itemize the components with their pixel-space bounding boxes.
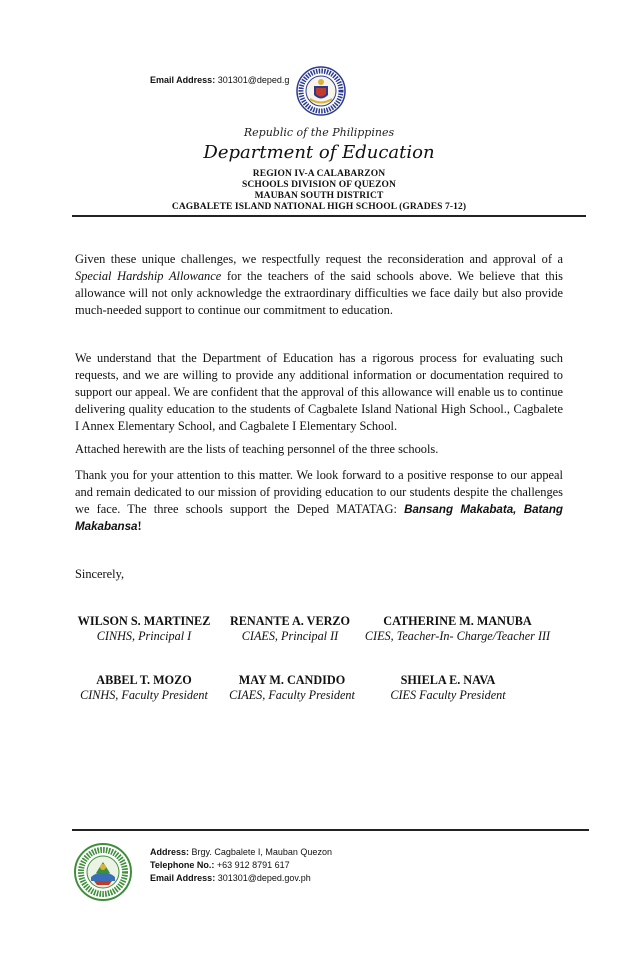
footer-divider — [72, 829, 589, 831]
school-line: CAGBALETE ISLAND NATIONAL HIGH SCHOOL (GRADES 7-12) — [171, 202, 467, 212]
paragraph-1-text-a: Given these unique challenges, we respectfully request the reconsideration and approval of a — [75, 252, 563, 266]
paragraph-1 — [75, 251, 563, 319]
footer-telephone-value: +63 912 8791 617 — [216, 860, 290, 870]
footer-address-label: Address: — [150, 847, 190, 857]
header-email-value: 301301@deped.g — [217, 75, 290, 85]
signatory-name: ABBEL T. MOZO — [96, 673, 192, 687]
footer-email — [150, 873, 311, 883]
signatory-name: RENANTE A. VERZO — [230, 614, 350, 628]
header-email-label: Email Address: — [150, 75, 216, 85]
matatag-slogan: Bansang Makabata, Batang Makabansa — [75, 503, 564, 533]
republic-line: Republic of the Philippines — [243, 126, 395, 139]
signatory-title: CINHS, Faculty President — [80, 688, 208, 702]
paragraph-4-end: ! — [137, 519, 142, 533]
division-line: SCHOOLS DIVISION OF QUEZON — [241, 180, 396, 190]
signatory-1 — [72, 614, 216, 644]
footer-address-value: Brgy. Cagbalete I, Mauban Quezon — [191, 847, 332, 857]
header-divider — [72, 215, 586, 217]
department-title: Department of Education — [203, 142, 435, 163]
paragraph-3: Attached herewith are the lists of teaching personnel of the three schools. — [75, 442, 439, 456]
paragraph-1-text-b: for the teachers of the said schools above. We believe that this allowance will not only acknowledge the extraordinary difficulties we face daily but also provide much-needed support to continue our commitment to education. — [75, 269, 563, 317]
signatory-title: CIAES, Faculty President — [229, 688, 355, 702]
allowance-name: Special Hardship Allowance — [75, 269, 222, 283]
signatory-name: SHIELA E. NAVA — [400, 673, 496, 687]
footer-email-label: Email Address: — [150, 873, 216, 883]
signatory-5 — [220, 673, 364, 703]
signatory-2 — [220, 614, 360, 644]
region-line: REGION IV-A CALABARZON — [252, 169, 386, 179]
signatory-title: CINHS, Principal I — [96, 629, 192, 643]
paragraph-4 — [75, 467, 563, 535]
school-logo-icon — [74, 843, 132, 901]
signatory-3 — [360, 614, 555, 644]
footer-email-value: 301301@deped.gov.ph — [217, 873, 311, 883]
signatory-6 — [378, 673, 518, 703]
paragraph-4-text: Thank you for your attention to this matter. We look forward to a positive response to our appeal and remain dedicated to our mission of providing education to our students despite the challenges we face. The three schools support the Deped MATATAG: — [75, 468, 563, 516]
closing-salutation: Sincerely, — [75, 567, 125, 581]
footer-telephone-label: Telephone No.: — [150, 860, 215, 870]
signatory-title: CIES Faculty President — [390, 688, 506, 702]
signatory-title: CIES, Teacher-In- Charge/Teacher III — [364, 629, 551, 643]
district-line: MAUBAN SOUTH DISTRICT — [254, 191, 384, 201]
signatory-title: CIAES, Principal II — [241, 629, 339, 643]
signatory-name: CATHERINE M. MANUBA — [383, 614, 532, 628]
footer-telephone — [150, 860, 290, 870]
signatory-name: MAY M. CANDIDO — [238, 673, 346, 687]
deped-seal-icon — [296, 66, 346, 116]
signatory-4 — [72, 673, 216, 703]
signatory-name: WILSON S. MARTINEZ — [77, 614, 211, 628]
footer-address — [150, 847, 332, 857]
paragraph-2: We understand that the Department of Education has a rigorous process for evaluating such requests, and we are willing to provide any additional information or documentation required to support our appeal. We are confident that the approval of this allowance will enable us to continue delivering quality education to the students of Cagbalete Island National High School., Cagbalete I Annex Elementary School, and Cagbalete I Elementary School. — [75, 351, 563, 433]
header-email — [150, 75, 289, 85]
